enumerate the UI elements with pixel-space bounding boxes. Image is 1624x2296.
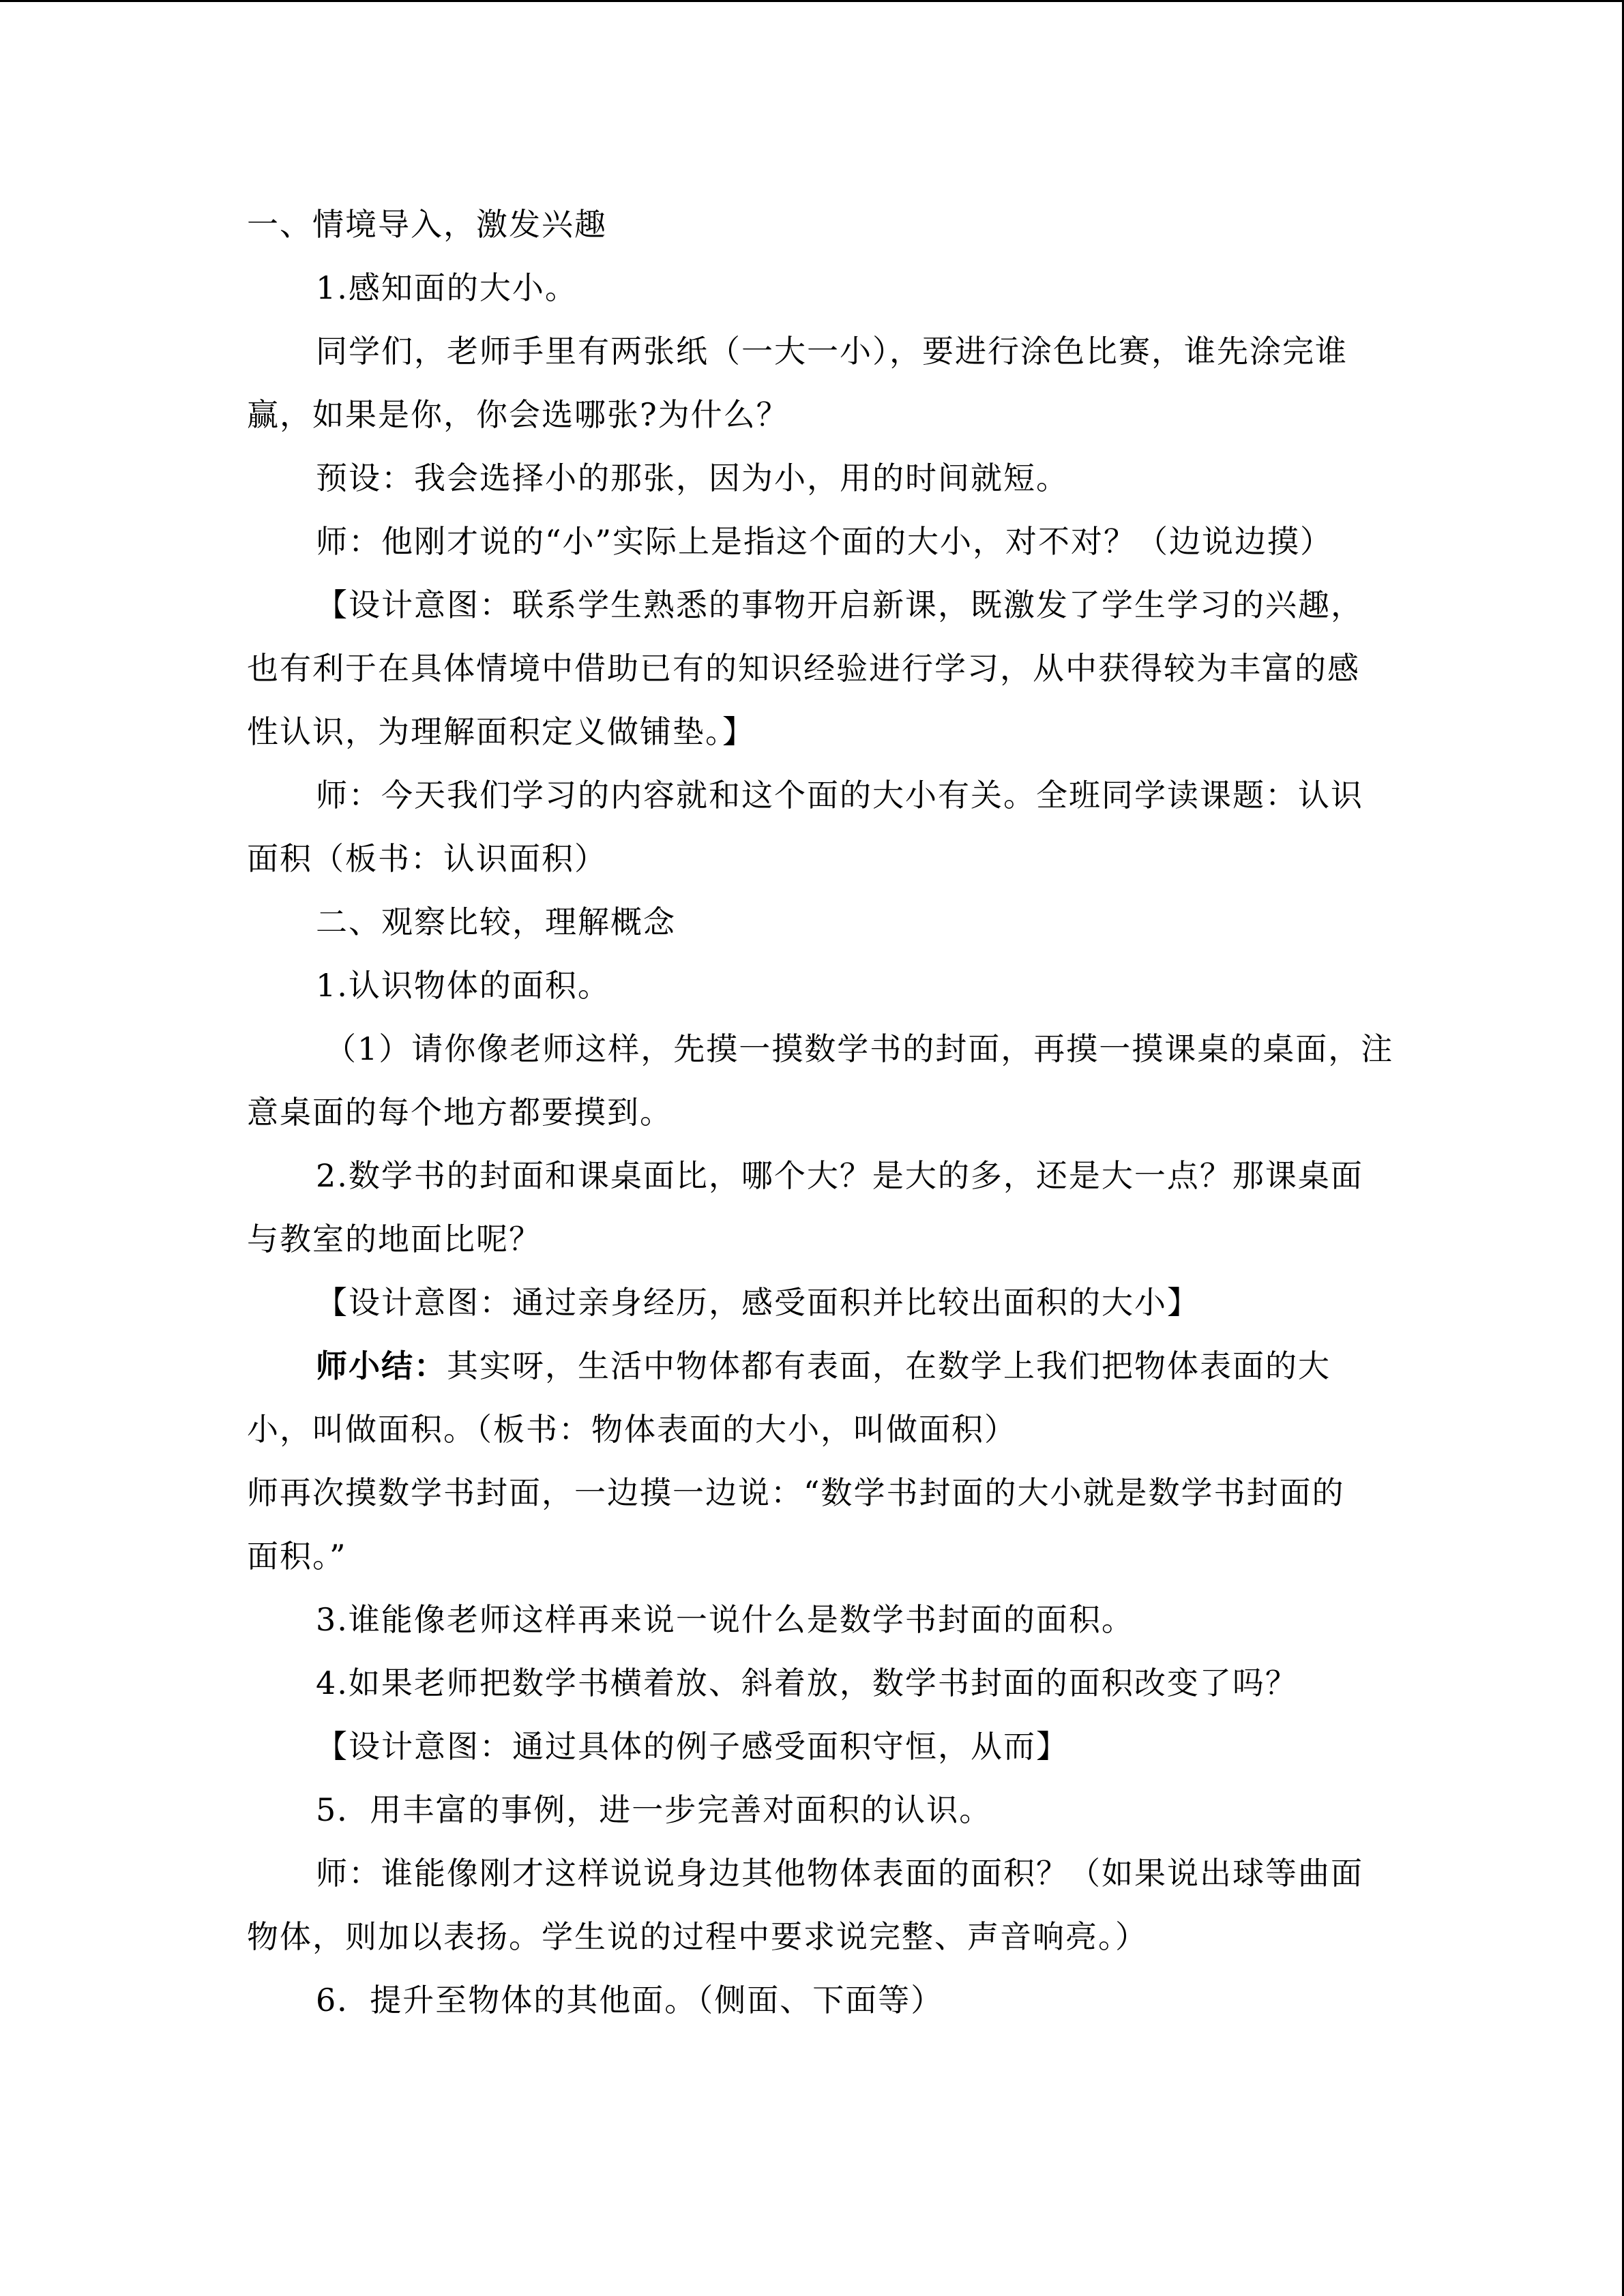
subheading-object-area: 1.认识物体的面积。 — [316, 967, 610, 1004]
page-top-border — [0, 0, 1624, 2]
paragraph-line: （1）请你像老师这样，先摸一摸数学书的封面，再摸一摸课桌的桌面，注 — [325, 1030, 1394, 1067]
paragraph-line: 面积。” — [247, 1538, 347, 1575]
paragraph-line: 2.数学书的封面和课桌面比，哪个大？是大的多，还是大一点？那课桌面 — [316, 1157, 1363, 1194]
design-intent-line: 【设计意图：联系学生熟悉的事物开启新课，既激发了学生学习的兴趣， — [316, 586, 1363, 623]
paragraph-line: 小，叫做面积。（板书：物体表面的大小，叫做面积） — [247, 1411, 1017, 1448]
section-heading-1: 一、情境导入，激发兴趣 — [247, 206, 607, 243]
teacher-summary-line — [316, 1346, 1331, 1386]
subheading-perceive-size: 1.感知面的大小。 — [316, 269, 578, 306]
design-intent-line: 【设计意图：通过具体的例子感受面积守恒，从而】 — [316, 1728, 1069, 1765]
paragraph-line: 师：他刚才说的“小”实际上是指这个面的大小，对不对？（边说边摸） — [316, 523, 1333, 560]
paragraph-line: 物体，则加以表扬。学生说的过程中要求说完整、声音响亮。） — [247, 1918, 1148, 1955]
design-intent-line: 也有利于在具体情境中借助已有的知识经验进行学习，从中获得较为丰富的感 — [247, 650, 1360, 687]
paragraph-line: 5．用丰富的事例，进一步完善对面积的认识。 — [316, 1791, 992, 1828]
paragraph-line: 6．提升至物体的其他面。（侧面、下面等） — [316, 1982, 944, 2018]
paragraph-line: 与教室的地面比呢？ — [247, 1221, 542, 1257]
design-intent-line: 性认识，为理解面积定义做铺垫。】 — [247, 713, 755, 750]
paragraph-line: 同学们，老师手里有两张纸（一大一小），要进行涂色比赛，谁先涂完谁 — [316, 333, 1348, 370]
teacher-summary-label: 师小结： — [316, 1347, 447, 1384]
paragraph-line: 预设：我会选择小的那张，因为小，用的时间就短。 — [316, 460, 1069, 496]
teacher-summary-text: 其实呀，生活中物体都有表面，在数学上我们把物体表面的大 — [447, 1347, 1331, 1384]
section-heading-2: 二、观察比较，理解概念 — [316, 904, 676, 940]
paragraph-line: 意桌面的每个地方都要摸到。 — [247, 1094, 673, 1131]
paragraph-line: 师：谁能像刚才这样说说身边其他物体表面的面积？（如果说出球等曲面 — [316, 1855, 1363, 1892]
paragraph-line: 3.谁能像老师这样再来说一说什么是数学书封面的面积。 — [316, 1601, 1134, 1638]
design-intent-line: 【设计意图：通过亲身经历，感受面积并比较出面积的大小】 — [316, 1284, 1200, 1321]
paragraph-line: 师再次摸数学书封面，一边摸一边说：“数学书封面的大小就是数学书封面的 — [247, 1474, 1345, 1511]
paragraph-line: 赢，如果是你，你会选哪张?为什么？ — [247, 396, 789, 433]
paragraph-line: 师：今天我们学习的内容就和这个面的大小有关。全班同学读课题：认识 — [316, 777, 1363, 814]
paragraph-line: 面积（板书：认识面积） — [247, 840, 607, 877]
paragraph-line: 4.如果老师把数学书横着放、斜着放，数学书封面的面积改变了吗？ — [316, 1665, 1298, 1701]
